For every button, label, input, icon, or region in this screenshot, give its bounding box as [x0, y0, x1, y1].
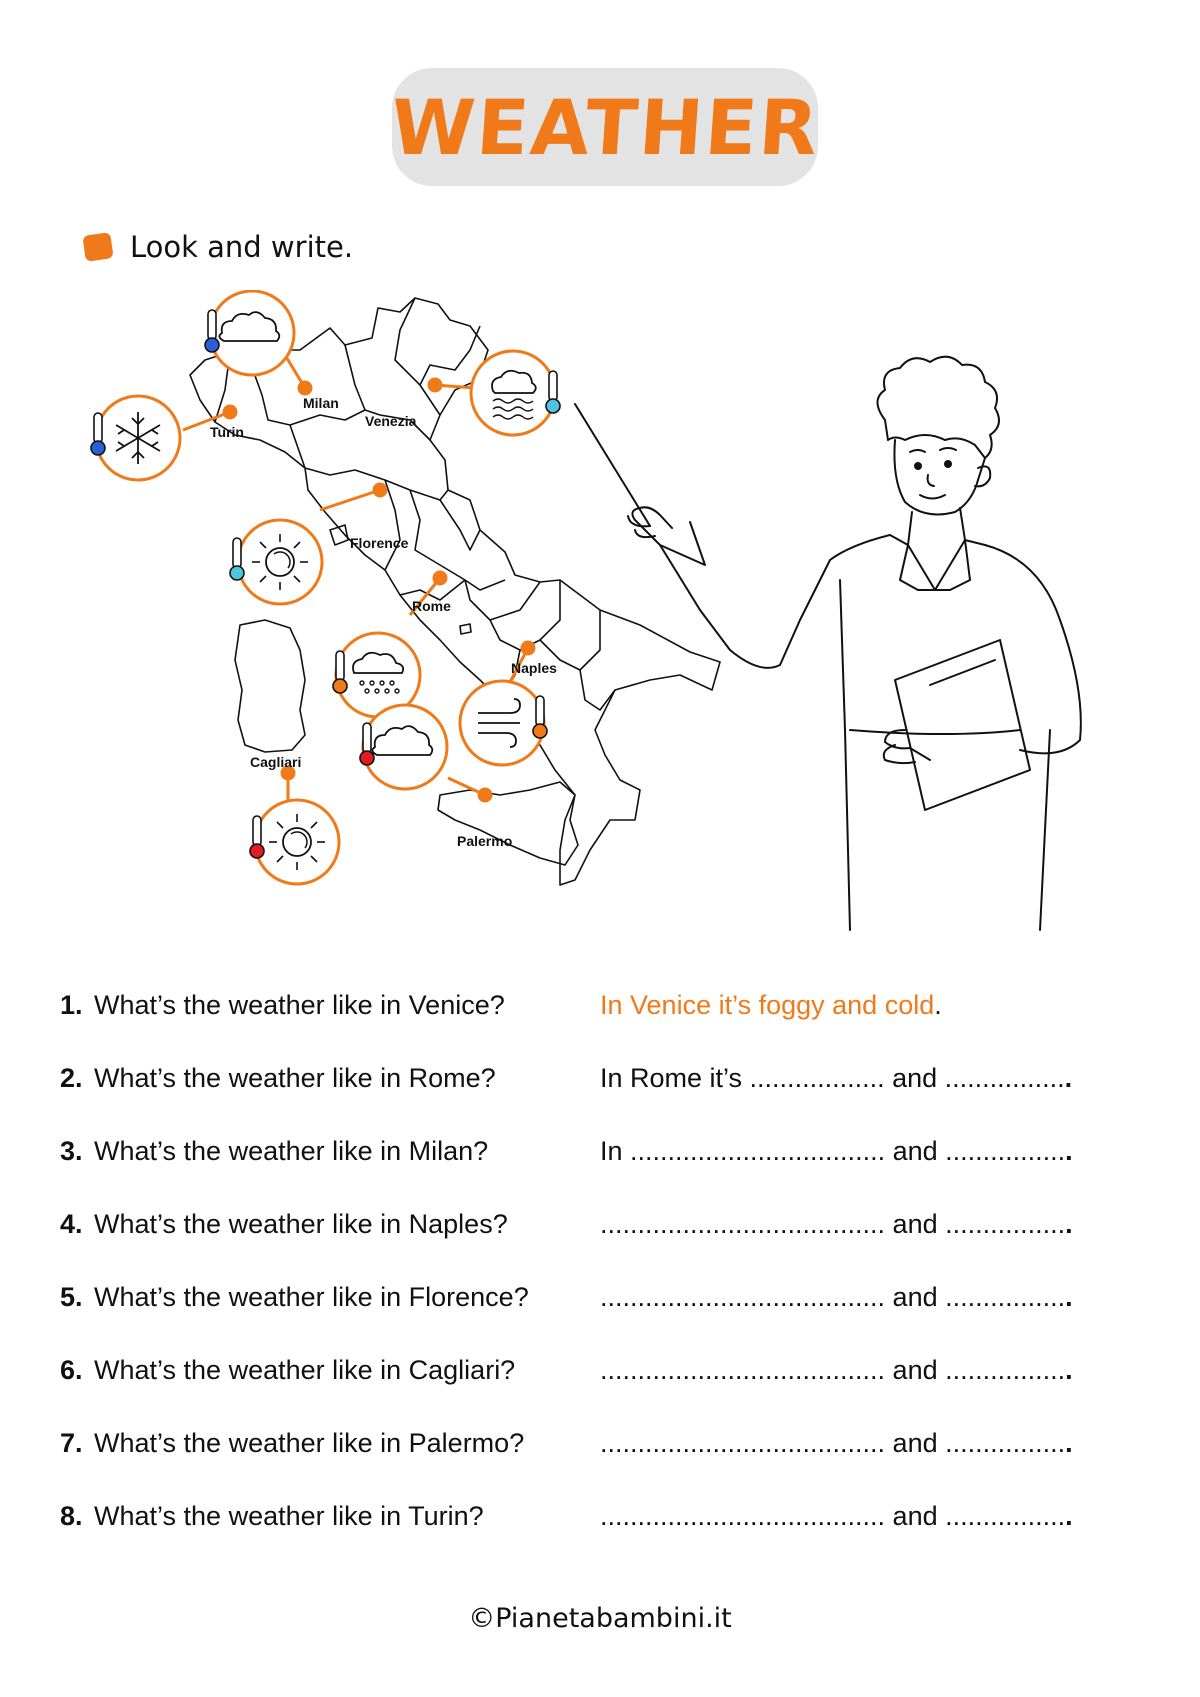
example-answer-text: In Venice it’s foggy and cold [600, 990, 935, 1020]
milan-dot [299, 382, 311, 394]
sunny-icon [238, 520, 322, 604]
question-number: 5. [60, 1282, 83, 1312]
question-row [60, 1501, 1160, 1574]
question-row [60, 1209, 1160, 1282]
venezia-dot [429, 379, 441, 391]
question-text: What’s the weather like in Cagliari? [94, 1355, 516, 1385]
naples-dot [522, 642, 534, 654]
question-number: 6. [60, 1355, 83, 1385]
answer-blank-text: ...................................... and ................ [600, 1355, 1066, 1385]
question-row [60, 1428, 1160, 1501]
city-label-naples: Naples [511, 660, 557, 676]
question-number: 7. [60, 1428, 83, 1458]
florence-dot [374, 484, 386, 496]
answer-blank[interactable] [600, 1282, 1073, 1313]
question-text: What’s the weather like in Venice? [94, 990, 505, 1020]
answer-blank[interactable] [600, 1063, 1072, 1094]
answer-period: . [1065, 1136, 1073, 1166]
snowflake-icon [96, 396, 180, 480]
question-row [60, 1355, 1160, 1428]
sunny-icon [255, 800, 339, 884]
question-number: 2. [60, 1063, 83, 1093]
answer-period: . [1065, 1501, 1073, 1531]
city-label-milan: Milan [303, 395, 339, 411]
city-label-venezia: Venezia [365, 413, 417, 429]
instruction [84, 230, 353, 264]
answer-blank-text: In .................................. and ................ [600, 1136, 1066, 1166]
question-text: What’s the weather like in Rome? [94, 1063, 496, 1093]
question-number: 1. [60, 990, 83, 1020]
answer-blank[interactable] [600, 1501, 1073, 1532]
answer-blank-text: In Rome it’s .................. and ................ [600, 1063, 1065, 1093]
foggy-icon [471, 351, 555, 435]
answer-period: . [1065, 1355, 1073, 1385]
city-label-florence: Florence [350, 535, 409, 551]
answer-blank[interactable] [600, 1428, 1073, 1459]
windy-icon [460, 681, 544, 765]
city-label-turin: Turin [210, 424, 244, 440]
question-row [60, 1136, 1160, 1209]
question-text: What’s the weather like in Turin? [94, 1501, 484, 1531]
bullet-icon [82, 232, 113, 262]
question-row [60, 1282, 1160, 1355]
city-label-palermo: Palermo [457, 833, 513, 849]
weather-presenter-illustration [575, 357, 1081, 930]
answer-blank[interactable] [600, 1136, 1073, 1167]
answer-period: . [1065, 1209, 1073, 1239]
rome-dot [434, 572, 446, 584]
answer-period: . [1065, 1428, 1073, 1458]
title-banner [387, 68, 823, 186]
answer-blank[interactable] [600, 1209, 1073, 1240]
question-text: What’s the weather like in Naples? [94, 1209, 508, 1239]
answer-blank-text: ...................................... and ................ [600, 1501, 1066, 1531]
answer-blank-text: ...................................... and ................ [600, 1282, 1066, 1312]
instruction-text: Look and write. [130, 230, 354, 264]
question-text: What’s the weather like in Milan? [94, 1136, 489, 1166]
answer-period: . [934, 990, 942, 1020]
answer-blank-text: ...................................... and ................ [600, 1428, 1066, 1458]
question-number: 8. [60, 1501, 83, 1531]
question-row [60, 990, 1160, 1063]
question-text: What’s the weather like in Florence? [94, 1282, 529, 1312]
answer-blank[interactable] [600, 1355, 1073, 1386]
palermo-dot [479, 789, 491, 801]
question-number: 3. [60, 1136, 83, 1166]
copyright-footer: ©Pianetabambini.it [468, 1603, 732, 1634]
answer-period: . [1065, 1282, 1073, 1312]
italy-weather-map [0, 290, 1200, 950]
question-number: 4. [60, 1209, 83, 1239]
question-list [60, 990, 1160, 1574]
example-answer [600, 990, 942, 1021]
turin-dot [224, 406, 236, 418]
city-label-cagliari: Cagliari [250, 754, 302, 770]
question-text: What’s the weather like in Palermo? [94, 1428, 525, 1458]
cloudy-icon [363, 705, 447, 789]
cloudy-icon [210, 291, 294, 375]
page-title: WEATHER [387, 82, 823, 172]
question-row [60, 1063, 1160, 1136]
answer-blank-text: ...................................... and ................ [600, 1209, 1066, 1239]
city-label-rome: Rome [412, 598, 451, 614]
answer-period: . [1064, 1063, 1073, 1093]
